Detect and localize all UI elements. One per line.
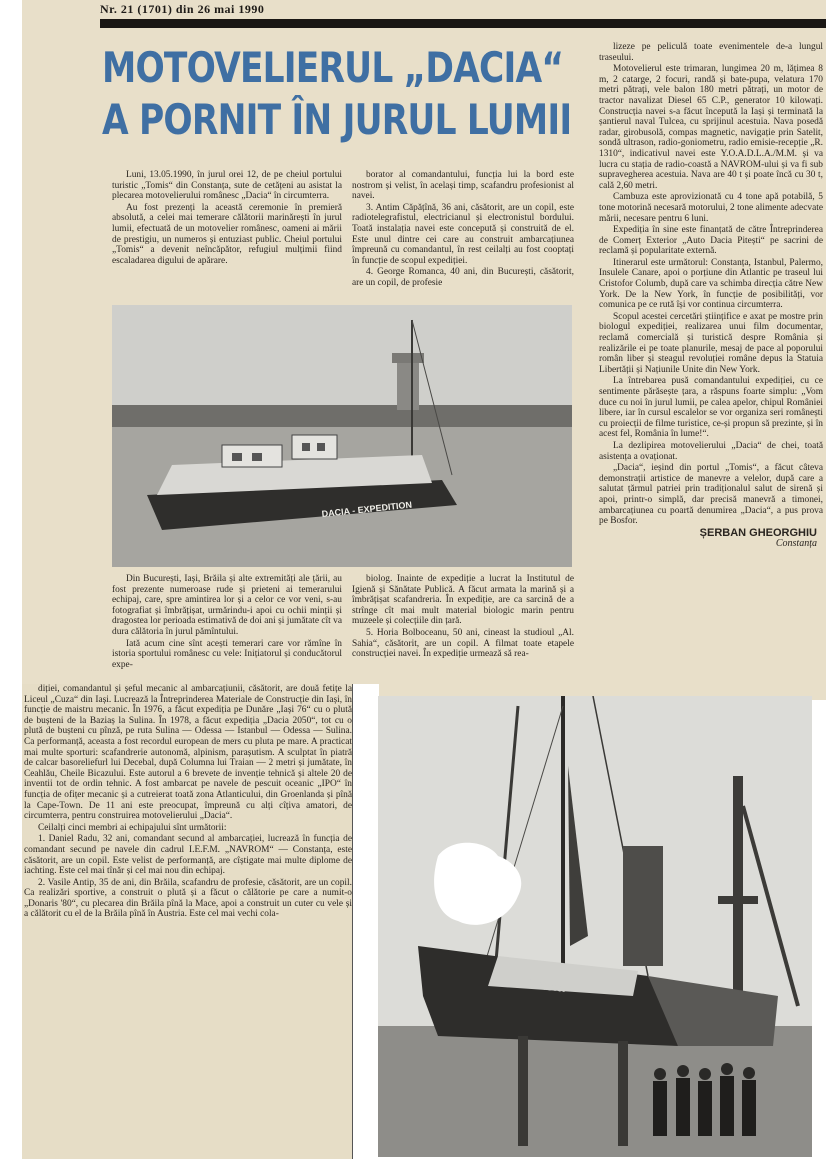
issue-header bbox=[100, 0, 826, 18]
paragraph: borator al comandantului, funcția lui la bord este nostrom și velist, în același timp, scafandru profesionist al navei. bbox=[352, 170, 574, 202]
paragraph: „Dacia“, ieșind din portul „Tomis“, a făcut câteva demonstrații artistice de manevre a velelor, după care a salutat țărmul patriei prin tradiționalul salut de sirenă și apoi, printr-o simplă, dar precisă manevră a timonei, ambarcațiunea cu poartă denumirea „Dacia“, a pus prova pe Bosfor. bbox=[599, 463, 823, 527]
boat-hull-text: DACIA - EXPEDITION bbox=[321, 499, 413, 519]
header-rule bbox=[100, 19, 826, 28]
article-column-4 bbox=[112, 574, 342, 684]
article-column-3 bbox=[599, 42, 823, 687]
paragraph: Au fost prezenți la această ceremonie în premieră absolută, a celei mai temerare călătorii marinărești în jurul lumii, efectuată de un motovelier românesc, oameni ai mării de prestigiu, un numeros și entuziast public. Cheiul portului „Tomis“ a devenit neîncăpător, refugiul mulțimii fiind escaladarea digului de apărare. bbox=[112, 202, 342, 266]
byline-author: ȘERBAN GHEORGHIU bbox=[699, 526, 817, 539]
paragraph: 2. Vasile Antip, 35 de ani, din Brăila, scafandru de profesie, căsătorit, are un copil. Ca realizări sportive, a construit o plută și a făcut o călătorie pe care a numit-o „Donaris '80“, cu plecarea din Brăila pînă la Mace, apoi a construit un cuter cu vele și a călătorit cu el de la Brăila pînă în Austria. Este cel mai vechi cola- bbox=[24, 877, 352, 920]
paragraph: Luni, 13.05.1990, în jurul orei 12, de pe cheiul portului turistic „Tomis“ din Constanța, sute de cetățeni au asistat la plecarea motovelierului românesc „Dacia“ în circumterra. bbox=[112, 170, 342, 202]
paragraph: Scopul acestei cercetări științifice e axat pe mostre prin biologul expediției, realizarea unui film documentar, reclamă comercială și turistică despre România și realizările ei pe toate planurile, mesaj de pace al poporului român liber și steagul revoluției române depus la Statuia Libertății și Națiunile Unite din New York. bbox=[599, 311, 823, 375]
article-headline bbox=[102, 42, 572, 146]
harbor-photo-illustration bbox=[112, 305, 572, 567]
photo-boat-shipyard bbox=[378, 696, 812, 1157]
issue-number-date: Nr. 21 (1701) din 26 mai 1990 bbox=[100, 1, 265, 16]
paragraph: Ceilalți cinci membri ai echipajului sînt următorii: bbox=[38, 822, 227, 833]
paragraph: Motovelierul este trimaran, lungimea 20 m, lățimea 8 m, 2 catarge, 2 focuri, randă și bate-pupa, velatura 170 metri pătrați, vele balon 180 metri pătrați, un motor de tractor navalizat Diesel 65 C.P., generator 10 kilowați. Construcția navei s-a făcut începută la Iași și terminată la șantierul naval Tulcea, cu sprijinul acestuia. Nava posedă radar, girobusolă, compas magnetic, navigație prin Satelit, sondă ultrason, radio-goniometru, radio emisie-recepție „R. 1310“, indicativul navei este Y.O.A.D.L.A./M.M. și va lucra cu stația de radio-coastă a NAVROM-ului și va fi sub supravegherea acestuia. Nava are 40 t și poate încă cu 30 t, cală 2,60 metri. bbox=[599, 64, 823, 191]
article-column-1 bbox=[112, 170, 342, 298]
paragraph: 3. Antim Căpățînă, 36 ani, căsătorit, are un copil, este radiotelegrafistul, electricianul și electronistul bordului. Toată instalația navei este concepută și construită de el. Este unul dintre cei care au construit ambarcațiunea împreună cu comandantul, în rest ceilalți au fost cooptați în funcție de scopul expediției. bbox=[352, 202, 574, 266]
paragraph: La dezlipirea motovelierului „Dacia“ de chei, toată asistența a ovaționat. bbox=[599, 440, 823, 462]
shipyard-hull-text: Dacia bbox=[527, 975, 567, 995]
headline-line-2: A PORNIT ÎN JURUL LUMII bbox=[102, 95, 572, 144]
paragraph: Din București, Iași, Brăila și alte extremități ale țării, au fost prezente numeroase rude și prieteni ai temerarului echipaj, care, spre amintirea lor și a celor ce vor veni, s-au fotografiat și îmbrățișat, urmărindu-i apoi cu ochii minții și dragostea lor perioada estimativă de doi ani și jumătate cît va dura călătoria în jurul pămîntului. bbox=[112, 574, 342, 637]
paragraph: 4. George Romanca, 40 ani, din București, căsătorit, are un copil, de profesie bbox=[352, 267, 574, 288]
headline-line-1: MOTOVELIERUL „DACIA“ bbox=[102, 43, 564, 92]
article-column-5 bbox=[352, 574, 574, 684]
article-column-6 bbox=[24, 684, 352, 1159]
paragraph: 5. Horia Bolboceanu, 50 ani, cineast la studioul „Al. Sahia“, căsătorit, are un copil. A filmat toate etapele construcției navei. În expediție urmează să rea- bbox=[352, 627, 574, 660]
paragraph: biolog. Înainte de expediție a lucrat la Institutul de Igienă și Sănătate Publică. A făcut armata la marină și a îmbrățișat scafandreria. În expediție, are ca sarcină de a strînge cît mai mult material biologic marin pentru muzeele și colecțiile din țară. bbox=[352, 574, 574, 627]
paragraph: Itinerarul este următorul: Constanța, Istanbul, Palermo, Insulele Canare, apoi o porțiune din Atlantic pe traseul lui Cristofor Columb, după care va schimba direcția către New York. De la New York, în funcție de posibilități, vor comunica pe ce rută își vor continua circumterra. bbox=[599, 257, 823, 311]
photo-border bbox=[352, 684, 379, 1159]
paragraph: lizeze pe peliculă toate evenimentele de-a lungul traseului. bbox=[599, 42, 823, 63]
article-column-2 bbox=[352, 170, 574, 298]
paragraph: Iată acum cine sînt acești temerari care vor rămîne în istoria sportului românesc cu vele: Inițiatorul și conducătorul expe- bbox=[112, 638, 342, 670]
paragraph: diției, comandantul și șeful mecanic al ambarcațiunii, căsătorit, are două fetițe la Liceul „Cuza“ din Iași. Lucrează la Întreprinderea Materiale de Construcție din Iași, în funcție de maistru mecanic. În 1976, a făcut expediția pe Dunăre „Iași 76“ cu o plută de bușteni de la Baziaș la Sulina. În 1978, a făcut expediția „Dacia 2050“, tot cu o plută de bușteni cu pînză, pe ruta Sulina — Odessa — Istanbul — Odessa — Sulina. Ca performanță, aceasta a fost recordul european de mers cu pluta pe mare. A practicat mai multe sporturi: scafandrerie autonomă, alpinism, parașutism. A sculptat în piatră de calcar basoreliefurl lui Decebal, după Columna lui Traian — 2 metri și jumătate, în Ceahlău, Cheile Bicazului. Este autorul a 6 brevete de invenție tehnică și altele 20 de inventii tot de ordin tehnic. A fost ambarcat pe navele de pescuit oceanic „IPO“ în funcția de ofițer mecanic și a cutreierat toată zona Atlanticului, din Groenlanda și pînă la Cape-Town. De 11 ani este preocupat, împreună cu alți cîțiva amatori, de circumterra, pentru construirea motovelierului „Dacia“. bbox=[24, 684, 352, 822]
paragraph: La întrebarea pusă comandantului expediției, cu ce sentimente părăsește țara, a răspuns foarte simplu: „Vom duce cu noi în jurul lumii, pe calea apelor, chipul României libere, iar în cursul escalelor se vor organiza seri românești cu proiecții de filme turistice, ce-și propun să prezinte, și în acest fel, România în lume!“. bbox=[599, 376, 823, 440]
paragraph: Cambuza este aprovizionată cu 4 tone apă potabilă, 5 tone motorină necesară motorului, 2 tone alimente adecvate mării, necesare pentru 6 luni. bbox=[599, 192, 823, 224]
photo-boat-in-harbor bbox=[112, 305, 572, 567]
paragraph: 1. Daniel Radu, 32 ani, comandant secund al ambarcației, lucrează în funcția de comandant secund pe navele din cadrul I.E.F.M. „NAVROM“ — Constanța, este căsătorit, are un copil. Este velist de performanță, are cîștigate mai multe diplome de iachting. Este cel mai tînăr și cel mai nou din echipaj. bbox=[24, 834, 352, 877]
byline-place: Constanța bbox=[775, 538, 817, 550]
paragraph: Expediția în sine este finanțată de către Întreprinderea de Comerț Exterior „Auto Dacia Pitești“ pe sacrini de reclamă și popularitate externă. bbox=[599, 225, 823, 257]
shipyard-photo-illustration bbox=[378, 696, 812, 1157]
